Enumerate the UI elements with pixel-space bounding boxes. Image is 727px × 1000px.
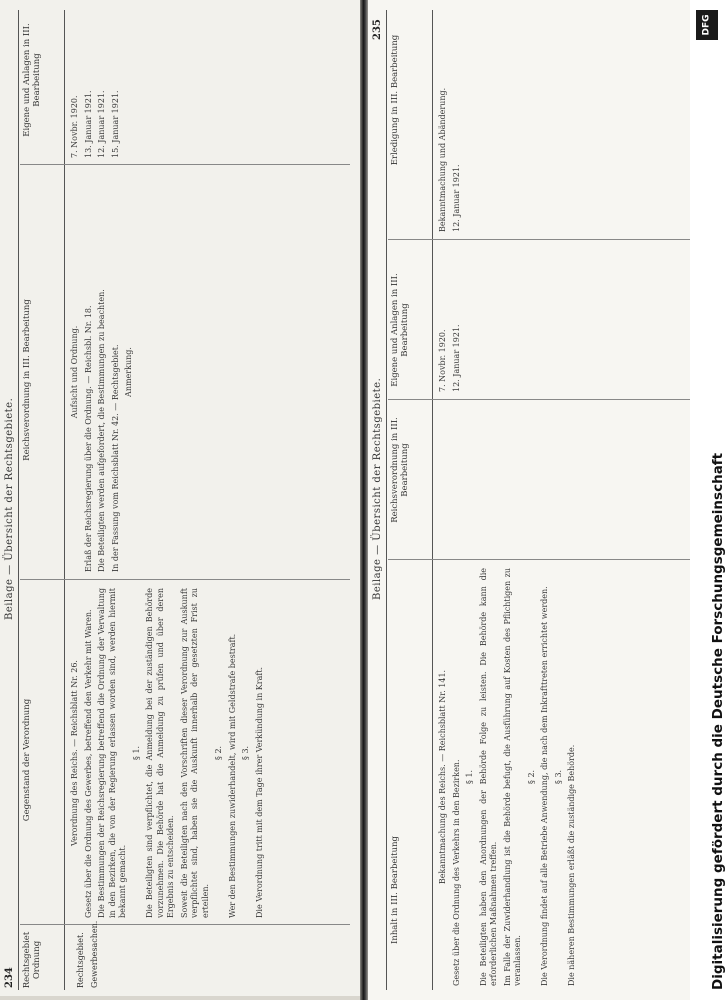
main-column-text xyxy=(438,568,693,986)
side-note: Rechtsgebiet. xyxy=(76,932,85,988)
date-entry: 12. Januar 1921. xyxy=(451,164,461,232)
column-header: Eigene und Anlagen in III. Bearbeitung xyxy=(390,273,410,387)
section-mark: § 1. xyxy=(465,769,474,785)
table-rule xyxy=(64,10,65,990)
running-head: Beilage — Übersicht der Rechtsgebiete. xyxy=(4,397,15,620)
table-rule xyxy=(432,10,433,990)
left-page xyxy=(0,0,360,1000)
text-line: Die Beteiligten haben den Anordnungen der Behörde Folge zu leisten. Die Behörde kann die erforderlichen Maßnahmen treffen. xyxy=(478,568,498,986)
text-line: Erlaß der Reichsregierung über die Ordnung. — Reichsbl. Nr. 18. xyxy=(83,305,93,572)
text-line: Bekanntmachung des Reichs. — Reichsblatt Nr. 141. xyxy=(438,669,447,885)
ordinance-column-text xyxy=(70,172,350,572)
section-mark: § 2. xyxy=(214,745,223,761)
text-line: Die Beteiligten werden aufgefordert, die Bestimmungen zu beachten. xyxy=(97,289,106,572)
text-line: Verordnung des Reichs. — Reichsblatt Nr. 26. xyxy=(70,660,79,846)
main-column-text xyxy=(70,588,350,918)
remarks-column-text xyxy=(438,12,693,232)
column-header: Erledigung in III. Bearbeitung xyxy=(390,34,400,166)
text-line: Aufsicht und Ordnung. xyxy=(70,325,79,419)
text-line: Die Bestimmungen der Reichsregierung betreffend die Ordnung der Verwaltung in den Bezirken, die von der Regierung erlassen worden sind, werden hiermit bekannt gemacht. xyxy=(97,588,127,918)
date-entry: 7. Novbr. 1920. xyxy=(70,95,79,158)
date-entry: 7. Novbr. 1920. xyxy=(438,329,447,392)
column-divider xyxy=(20,924,350,925)
header-rule xyxy=(18,10,19,990)
text-line: Gesetz über die Ordnung des Gewerbes, betreffend den Verkehr mit Waren. xyxy=(83,609,93,918)
column-header: Reichsverordnung in III. Bearbeitung xyxy=(22,299,32,461)
dfg-logo-text: DFG xyxy=(701,14,712,36)
section-mark: § 2. xyxy=(526,769,536,785)
dfg-logo xyxy=(696,10,718,40)
column-divider xyxy=(388,559,693,560)
text-line: In der Fassung vom Reichsblatt Nr. 42. — Rechtsgebiet. xyxy=(110,344,120,572)
header-rule xyxy=(386,10,387,990)
right-page xyxy=(368,0,703,1000)
text-line: Die Beteiligten sind verpflichtet, die Anmeldung bei der zuständigen Behörde vorzunehmen. Die Behörde hat die Anmeldung zu prüfen und über deren Ergebnis zu entscheiden. xyxy=(145,588,175,918)
section-mark: § 3. xyxy=(241,745,250,761)
text-line: Die näheren Bestimmungen erläßt die zuständige Behörde. xyxy=(567,744,576,986)
section-mark: § 1. xyxy=(131,745,141,761)
dfg-banner-text: Digitalisierung gefördert durch die Deutsche Forschungsgemeinschaft xyxy=(710,452,726,990)
column-header: Rechtsgebiet Ordnung xyxy=(22,931,42,989)
side-note: Gewerbesachen. xyxy=(90,920,99,988)
date-entry: 13. Januar 1921. xyxy=(83,90,93,158)
text-line: Soweit die Beteiligten nach den Vorschriften dieser Verordnung zur Auskunft verpflichtet sind, haben sie die Auskunft innerhalb der gesetzten Frist zu erteilen. xyxy=(179,588,210,918)
page-number: 235 xyxy=(372,19,383,40)
column-header: Eigene und Anlagen in III. Bearbeitung xyxy=(22,23,42,137)
column-divider xyxy=(20,579,350,580)
column-header: Reichsverordnung in III. Bearbeitung xyxy=(390,417,410,523)
page-edge xyxy=(0,996,360,1000)
column-divider xyxy=(388,239,693,240)
text-line: Die Verordnung findet auf alle Betriebe Anwendung, die nach dem Inkrafttreten errichtet werden. xyxy=(540,586,549,986)
section-mark: § 3. xyxy=(553,769,563,785)
text-line: Gesetz über die Ordnung des Verkehrs in den Bezirken. xyxy=(451,759,461,986)
column-divider xyxy=(388,399,693,400)
text-line: Wer den Bestimmungen zuwiderhandelt, wird mit Geldstrafe bestraft. xyxy=(227,633,237,918)
text-line: Bekanntmachung und Abänderung. xyxy=(438,87,447,232)
column-header: Inhalt in III. Bearbeitung xyxy=(390,836,400,944)
text-line: Anmerkung. xyxy=(124,347,133,397)
text-line: Die Verordnung tritt mit dem Tage ihrer Verkündung in Kraft. xyxy=(254,666,264,918)
date-column-text xyxy=(70,13,350,158)
page-number: 234 xyxy=(4,967,15,988)
date-column-text xyxy=(438,247,693,392)
running-head: Beilage — Übersicht der Rechtsgebiete. xyxy=(372,377,383,600)
column-header: Gegenstand der Verordnung xyxy=(22,698,32,822)
text-line: Im Falle der Zuwiderhandlung ist die Behörde befugt, die Ausführung auf Kosten des Pflichtigen zu veranlassen. xyxy=(502,568,522,986)
date-entry: 15. Januar 1921. xyxy=(110,90,120,158)
column-divider xyxy=(20,164,350,165)
date-entry: 12. Januar 1921. xyxy=(451,324,461,392)
date-entry: 12. Januar 1921. xyxy=(97,90,106,158)
